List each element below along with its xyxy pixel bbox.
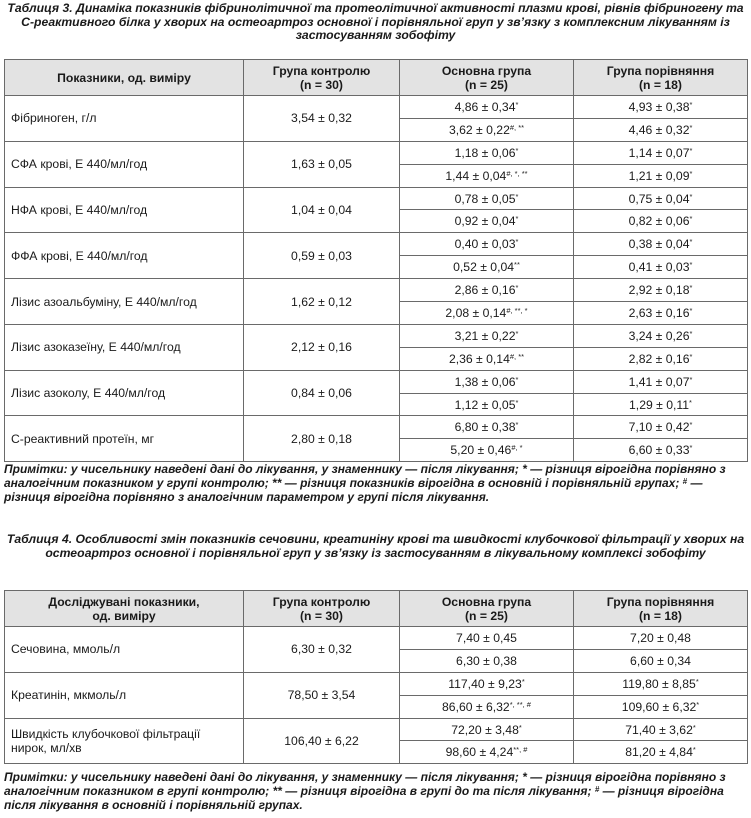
table-row — [5, 627, 748, 650]
main-group-after-sup: ** — [514, 260, 520, 270]
main-group-after-sup: * — [515, 397, 519, 407]
table3-notes-part1: Примітки: у чисельнику наведені дані до лікування, у знаменнику — після лікування; * — різниця вірогідна порівняно з аналогічним показником у групі контролю; ** — різниця показників вірогідна в основній і порівняльній групах; — [4, 462, 726, 490]
comparison-group-before-cell — [574, 233, 748, 256]
table-row — [5, 672, 748, 695]
table4-header-main: Основна група (n = 25) — [400, 591, 574, 627]
comparison-group-before-sup: * — [689, 374, 693, 384]
main-group-after-cell — [400, 649, 574, 672]
main-group-after-sup: *, **, # — [509, 699, 531, 709]
table4-notes-part2: — різниця вірогідна після лікування в основній і порівняльній групах. — [4, 784, 724, 812]
main-group-before-cell — [400, 324, 574, 347]
table3-header-main: Основна група (n = 25) — [400, 60, 574, 96]
main-group-before-cell — [400, 718, 574, 741]
main-group-after-value: 5,20 ± 0,46 — [450, 443, 512, 458]
control-group-value: 1,63 ± 0,05 — [244, 141, 400, 187]
main-group-before-cell — [400, 279, 574, 302]
comparison-group-after-value: 6,60 ± 0,33 — [628, 443, 690, 458]
main-group-before-cell — [400, 141, 574, 164]
main-group-after-value: 6,30 ± 0,38 — [456, 653, 517, 668]
comparison-group-after-sup: * — [689, 397, 692, 407]
table-row — [5, 141, 748, 164]
main-group-before-value: 117,40 ± 9,23 — [448, 676, 522, 691]
row-indicator-name: ФФА крові, Е 440/мл/год — [5, 233, 244, 279]
comparison-group-before-value: 0,75 ± 0,04 — [628, 191, 690, 206]
comparison-group-after-cell — [574, 210, 748, 233]
main-group-after-cell — [400, 439, 574, 462]
comparison-group-after-value: 4,46 ± 0,32 — [628, 122, 690, 137]
main-group-before-cell — [400, 416, 574, 439]
main-group-before-cell — [400, 187, 574, 210]
comparison-group-after-cell — [574, 439, 748, 462]
main-group-before-sup: * — [515, 145, 519, 155]
row-indicator-name: С-реактивний протеїн, мг — [5, 416, 244, 462]
comparison-group-after-value: 0,41 ± 0,03 — [628, 260, 690, 275]
comparison-group-after-cell — [574, 347, 748, 370]
row-indicator-name: Креатинін, мкмоль/л — [5, 672, 244, 718]
comparison-group-before-value: 1,14 ± 0,07 — [628, 145, 690, 160]
comparison-group-before-cell — [574, 416, 748, 439]
table4-notes-part1: Примітки: у чисельнику наведені дані до лікування, у знаменнику — після лікування; * — різниця вірогідна порівняно з аналогічним показником в групі контролю; ** — різниця вірогідна в групі до та після лікування; — [4, 770, 726, 798]
control-group-value: 2,12 ± 0,16 — [244, 324, 400, 370]
comparison-group-before-cell — [574, 187, 748, 210]
comparison-group-after-value: 6,60 ± 0,34 — [630, 653, 691, 668]
control-group-value: 0,84 ± 0,06 — [244, 370, 400, 416]
main-group-after-cell — [400, 256, 574, 279]
control-group-value: 1,62 ± 0,12 — [244, 279, 400, 325]
main-group-after-value: 2,36 ± 0,14 — [448, 351, 510, 366]
table4-header-comparison: Група порівняння (n = 18) — [574, 591, 748, 627]
comparison-group-after-cell — [574, 164, 748, 187]
comparison-group-after-cell — [574, 695, 748, 718]
main-group-after-cell — [400, 118, 574, 141]
table4-notes — [4, 770, 749, 812]
comparison-group-after-cell — [574, 741, 748, 764]
main-group-before-cell — [400, 370, 574, 393]
control-group-value: 2,80 ± 0,18 — [244, 416, 400, 462]
main-group-after-value: 2,08 ± 0,14 — [445, 305, 507, 320]
main-group-before-sup: * — [518, 722, 522, 732]
comparison-group-after-value: 0,82 ± 0,06 — [628, 214, 690, 229]
table4 — [4, 590, 748, 764]
table4-header-indicator: Досліджувані показники, од. виміру — [5, 591, 244, 627]
main-group-before-cell — [400, 627, 574, 650]
main-group-before-sup: * — [521, 676, 525, 686]
main-group-after-value: 0,52 ± 0,04 — [453, 260, 515, 275]
comparison-group-before-cell — [574, 141, 748, 164]
table4-notes-hash: # — [594, 785, 600, 794]
main-group-before-cell — [400, 96, 574, 119]
table4-caption-text: Особливості змін показників сечовини, креатиніну крові та швидкості клубочкової фільтрації у хворих на остеоартроз основної і порівняльної груп у зв’язку із застосуванням в лікувальному комплексі зобофіту — [45, 532, 745, 560]
comparison-group-after-cell — [574, 256, 748, 279]
main-group-after-cell — [400, 393, 574, 416]
main-group-before-value: 0,40 ± 0,03 — [454, 237, 516, 252]
table3-header-control: Група контролю (n = 30) — [244, 60, 400, 96]
comparison-group-before-cell — [574, 370, 748, 393]
table-row — [5, 370, 748, 393]
main-group-after-value: 1,44 ± 0,04 — [445, 168, 507, 183]
main-group-after-cell — [400, 741, 574, 764]
main-group-after-sup: #, * — [511, 443, 523, 453]
comparison-group-after-sup: * — [689, 305, 693, 315]
main-group-before-sup: * — [515, 99, 519, 109]
main-group-before-sup: * — [515, 283, 519, 293]
table3-caption-text: Динаміка показників фібринолітичної та протеолітичної активності плазми крові, рівнів фібриногену та С-реактивного білка у хворих на остеоартроз основної і порівняльної груп у зв’язку з комплексним лікуванням із застосуванням зобофіту — [21, 1, 744, 43]
comparison-group-before-sup: * — [689, 420, 693, 430]
comparison-group-before-cell — [574, 718, 748, 741]
table3-body — [5, 96, 748, 462]
main-group-after-sup: #, ** — [509, 122, 525, 132]
main-group-after-cell — [400, 302, 574, 325]
table3-caption-label: Таблиця 3. — [7, 1, 73, 15]
main-group-after-sup: **, # — [513, 745, 528, 755]
comparison-group-before-sup: * — [689, 328, 693, 338]
row-indicator-name: Лізис азоказеїну, Е 440/мл/год — [5, 324, 244, 370]
table4-header-control: Група контролю (n = 30) — [244, 591, 400, 627]
comparison-group-before-sup: * — [692, 722, 696, 732]
comparison-group-before-value: 1,41 ± 0,07 — [628, 374, 690, 389]
comparison-group-after-sup: * — [689, 443, 693, 453]
comparison-group-after-value: 81,20 ± 4,84 — [625, 745, 693, 760]
table4-header-row — [5, 591, 748, 627]
main-group-after-cell — [400, 347, 574, 370]
comparison-group-before-sup: * — [689, 237, 693, 247]
table-row — [5, 416, 748, 439]
main-group-after-value: 3,62 ± 0,22 — [448, 122, 510, 137]
main-group-before-value: 1,18 ± 0,06 — [454, 145, 516, 160]
comparison-group-after-sup: * — [689, 122, 693, 132]
main-group-after-sup: #, *, ** — [506, 168, 528, 178]
table3-caption — [6, 2, 745, 43]
main-group-before-value: 0,78 ± 0,05 — [454, 191, 516, 206]
comparison-group-before-value: 4,93 ± 0,38 — [628, 99, 690, 114]
comparison-group-before-cell — [574, 672, 748, 695]
main-group-before-sup: * — [515, 191, 519, 201]
comparison-group-before-value: 0,38 ± 0,04 — [628, 237, 690, 252]
comparison-group-before-value: 7,20 ± 0,48 — [630, 630, 691, 645]
control-group-value: 1,04 ± 0,04 — [244, 187, 400, 233]
control-group-value: 0,59 ± 0,03 — [244, 233, 400, 279]
comparison-group-before-sup: * — [689, 191, 693, 201]
comparison-group-before-cell — [574, 324, 748, 347]
table3-notes — [4, 462, 749, 504]
main-group-after-cell — [400, 210, 574, 233]
comparison-group-after-cell — [574, 649, 748, 672]
main-group-after-value: 86,60 ± 6,32 — [442, 699, 510, 714]
table3-header-indicator: Показники, од. виміру — [5, 60, 244, 96]
row-indicator-name: Фібриноген, г/л — [5, 96, 244, 142]
row-indicator-name: Лізис азоколу, Е 440/мл/год — [5, 370, 244, 416]
comparison-group-after-value: 109,60 ± 6,32 — [621, 699, 697, 714]
table4-body — [5, 627, 748, 764]
main-group-before-value: 2,86 ± 0,16 — [454, 283, 516, 298]
main-group-before-sup: * — [515, 237, 519, 247]
main-group-before-value: 7,40 ± 0,45 — [456, 630, 517, 645]
control-group-value: 6,30 ± 0,32 — [244, 627, 400, 673]
comparison-group-before-cell — [574, 96, 748, 119]
main-group-before-sup: * — [515, 374, 519, 384]
comparison-group-after-sup: * — [689, 168, 693, 178]
row-indicator-name: Сечовина, ммоль/л — [5, 627, 244, 673]
comparison-group-before-value: 2,92 ± 0,18 — [628, 283, 690, 298]
main-group-before-cell — [400, 233, 574, 256]
table3-header-comparison: Група порівняння (n = 18) — [574, 60, 748, 96]
table3-notes-hash: # — [682, 477, 688, 486]
comparison-group-after-value: 2,63 ± 0,16 — [628, 305, 690, 320]
main-group-before-value: 1,38 ± 0,06 — [454, 374, 516, 389]
main-group-after-sup: #, **, * — [506, 305, 528, 315]
comparison-group-before-sup: * — [689, 99, 693, 109]
table4-caption-label: Таблиця 4. — [6, 532, 73, 546]
table-row — [5, 187, 748, 210]
comparison-group-after-value: 1,21 ± 0,09 — [628, 168, 690, 183]
table-row — [5, 718, 748, 741]
main-group-after-sup: #, ** — [509, 351, 525, 361]
comparison-group-after-cell — [574, 118, 748, 141]
row-indicator-name: Швидкість клубочкової фільтрації нирок, мл/хв — [5, 718, 244, 764]
comparison-group-before-value: 3,24 ± 0,26 — [628, 328, 690, 343]
comparison-group-after-value: 1,29 ± 0,11 — [629, 397, 690, 412]
main-group-after-value: 0,92 ± 0,04 — [454, 214, 516, 229]
comparison-group-before-value: 7,10 ± 0,42 — [628, 420, 690, 435]
comparison-group-before-value: 119,80 ± 8,85 — [622, 676, 696, 691]
row-indicator-name: НФА крові, Е 440/мл/год — [5, 187, 244, 233]
comparison-group-before-cell — [574, 279, 748, 302]
table3-header-row — [5, 60, 748, 96]
table3-notes-part2: — різниця вірогідна порівняно з аналогічним параметром у групі після лікування. — [4, 476, 703, 504]
main-group-before-cell — [400, 672, 574, 695]
comparison-group-after-sup: * — [689, 260, 693, 270]
comparison-group-before-sup: * — [689, 283, 693, 293]
comparison-group-before-sup: * — [695, 676, 699, 686]
main-group-before-sup: * — [515, 420, 519, 430]
comparison-group-before-value: 71,40 ± 3,62 — [625, 722, 693, 737]
control-group-value: 3,54 ± 0,32 — [244, 96, 400, 142]
comparison-group-after-cell — [574, 393, 748, 416]
comparison-group-after-sup: * — [692, 745, 696, 755]
main-group-before-value: 6,80 ± 0,38 — [454, 420, 516, 435]
main-group-before-value: 4,86 ± 0,34 — [454, 99, 516, 114]
table4-caption — [6, 533, 745, 560]
comparison-group-after-sup: * — [689, 214, 693, 224]
main-group-after-cell — [400, 164, 574, 187]
main-group-after-cell — [400, 695, 574, 718]
comparison-group-after-sup: * — [696, 699, 700, 709]
comparison-group-after-cell — [574, 302, 748, 325]
control-group-value: 78,50 ± 3,54 — [244, 672, 400, 718]
comparison-group-after-sup: * — [689, 351, 693, 361]
main-group-before-value: 72,20 ± 3,48 — [451, 722, 519, 737]
comparison-group-after-value: 2,82 ± 0,16 — [628, 351, 690, 366]
table-row — [5, 96, 748, 119]
main-group-before-value: 3,21 ± 0,22 — [454, 328, 516, 343]
table-row — [5, 324, 748, 347]
main-group-after-value: 1,12 ± 0,05 — [454, 397, 516, 412]
table3 — [4, 59, 748, 462]
control-group-value: 106,40 ± 6,22 — [244, 718, 400, 764]
comparison-group-before-sup: * — [689, 145, 693, 155]
table-row — [5, 233, 748, 256]
comparison-group-before-cell — [574, 627, 748, 650]
row-indicator-name: СФА крові, Е 440/мл/год — [5, 141, 244, 187]
table-row — [5, 279, 748, 302]
main-group-after-value: 98,60 ± 4,24 — [445, 745, 514, 760]
row-indicator-name: Лізис азоальбуміну, Е 440/мл/год — [5, 279, 244, 325]
main-group-before-sup: * — [515, 328, 519, 338]
main-group-after-sup: * — [515, 214, 519, 224]
